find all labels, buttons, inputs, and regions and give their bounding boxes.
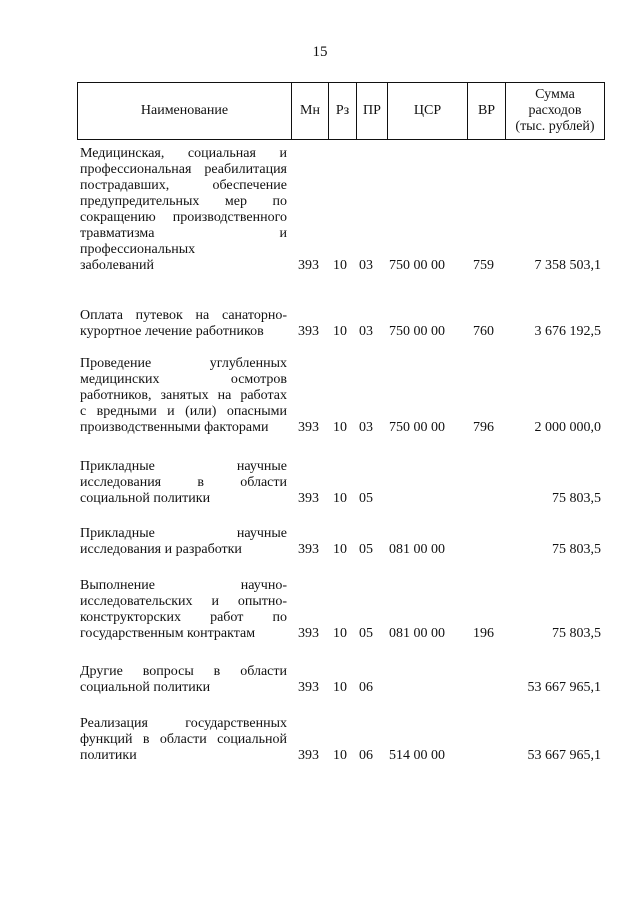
row-sum: 75 803,5 xyxy=(552,491,601,506)
row-sum: 53 667 965,1 xyxy=(527,680,601,695)
row-mn: 393 xyxy=(298,626,319,641)
row-name-line: Проведение углубленных xyxy=(80,356,287,371)
row-name-line: функций в области социальной xyxy=(80,732,287,747)
row-name xyxy=(80,146,287,274)
row-vr: 759 xyxy=(473,258,494,273)
row-pr: 05 xyxy=(359,491,373,506)
row-name-line: травматизма и xyxy=(80,226,287,241)
row-rz: 10 xyxy=(333,680,347,695)
row-name-line: политики xyxy=(80,748,137,763)
row-name-line: производственными факторами xyxy=(80,420,269,435)
row-name-line: социальной политики xyxy=(80,680,211,695)
row-name-line: Выполнение научно- xyxy=(80,578,287,593)
row-csr: 750 00 00 xyxy=(389,258,445,273)
row-pr: 06 xyxy=(359,680,373,695)
row-name-line: Реализация государственных xyxy=(80,716,287,731)
row-name-line: с вредными и (или) опасными xyxy=(80,404,287,419)
row-name xyxy=(80,526,287,558)
header-vr: ВР xyxy=(468,83,506,139)
row-vr: 796 xyxy=(473,420,494,435)
row-csr: 750 00 00 xyxy=(389,324,445,339)
row-pr: 05 xyxy=(359,542,373,557)
row-mn: 393 xyxy=(298,542,319,557)
row-name-line: Оплата путевок на санаторно- xyxy=(80,308,287,323)
row-csr: 514 00 00 xyxy=(389,748,445,763)
row-name-line: Прикладные научные xyxy=(80,459,287,474)
row-sum: 2 000 000,0 xyxy=(534,420,601,435)
row-name xyxy=(80,716,287,764)
row-csr: 750 00 00 xyxy=(389,420,445,435)
row-mn: 393 xyxy=(298,258,319,273)
row-name-line: пострадавших, обеспечение xyxy=(80,178,287,193)
row-mn: 393 xyxy=(298,491,319,506)
header-name: Наименование xyxy=(77,83,292,139)
row-name-line: профессиональная реабилитация xyxy=(80,162,287,177)
row-mn: 393 xyxy=(298,420,319,435)
row-pr: 03 xyxy=(359,258,373,273)
row-vr: 196 xyxy=(473,626,494,641)
row-csr: 081 00 00 xyxy=(389,626,445,641)
row-sum: 75 803,5 xyxy=(552,626,601,641)
row-csr: 081 00 00 xyxy=(389,542,445,557)
row-name-line: Медицинская, социальная и xyxy=(80,146,287,161)
row-name-line: Другие вопросы в области xyxy=(80,664,287,679)
row-name xyxy=(80,356,287,436)
row-pr: 03 xyxy=(359,420,373,435)
header-csr: ЦСР xyxy=(388,83,468,139)
row-name-line: курортное лечение работников xyxy=(80,324,264,339)
row-name-line: работников, занятых на работах xyxy=(80,388,287,403)
row-name xyxy=(80,308,287,340)
row-name xyxy=(80,578,287,642)
row-name-line: исследования в области xyxy=(80,475,287,490)
header-rz: Рз xyxy=(329,83,357,139)
row-rz: 10 xyxy=(333,626,347,641)
row-pr: 05 xyxy=(359,626,373,641)
row-rz: 10 xyxy=(333,258,347,273)
row-mn: 393 xyxy=(298,748,319,763)
row-rz: 10 xyxy=(333,324,347,339)
header-mn: Мн xyxy=(292,83,329,139)
row-name xyxy=(80,664,287,696)
row-name-line: профессиональных xyxy=(80,242,196,257)
row-rz: 10 xyxy=(333,748,347,763)
row-name-line: социальной политики xyxy=(80,491,211,506)
row-sum: 75 803,5 xyxy=(552,542,601,557)
row-name-line: исследовательских и опытно- xyxy=(80,594,287,609)
row-pr: 03 xyxy=(359,324,373,339)
row-name-line: конструкторских работ по xyxy=(80,610,287,625)
header-pr: ПР xyxy=(357,83,388,139)
row-name-line: предупредительных мер по xyxy=(80,194,287,209)
row-name-line: заболеваний xyxy=(80,258,154,273)
row-sum: 3 676 192,5 xyxy=(534,324,601,339)
row-name-line: сокращению производственного xyxy=(80,210,287,225)
header-sum: Сумма расходов (тыс. рублей) xyxy=(506,83,605,139)
row-name-line: исследования и разработки xyxy=(80,542,242,557)
row-pr: 06 xyxy=(359,748,373,763)
row-sum: 53 667 965,1 xyxy=(527,748,601,763)
row-name-line: Прикладные научные xyxy=(80,526,287,541)
row-rz: 10 xyxy=(333,420,347,435)
row-rz: 10 xyxy=(333,542,347,557)
page-number: 15 xyxy=(312,44,328,60)
row-name-line: государственным контрактам xyxy=(80,626,256,641)
row-name-line: медицинских осмотров xyxy=(80,372,287,387)
table-header xyxy=(77,82,605,140)
row-mn: 393 xyxy=(298,324,319,339)
row-sum: 7 358 503,1 xyxy=(534,258,601,273)
row-rz: 10 xyxy=(333,491,347,506)
row-vr: 760 xyxy=(473,324,494,339)
row-mn: 393 xyxy=(298,680,319,695)
row-name xyxy=(80,459,287,507)
